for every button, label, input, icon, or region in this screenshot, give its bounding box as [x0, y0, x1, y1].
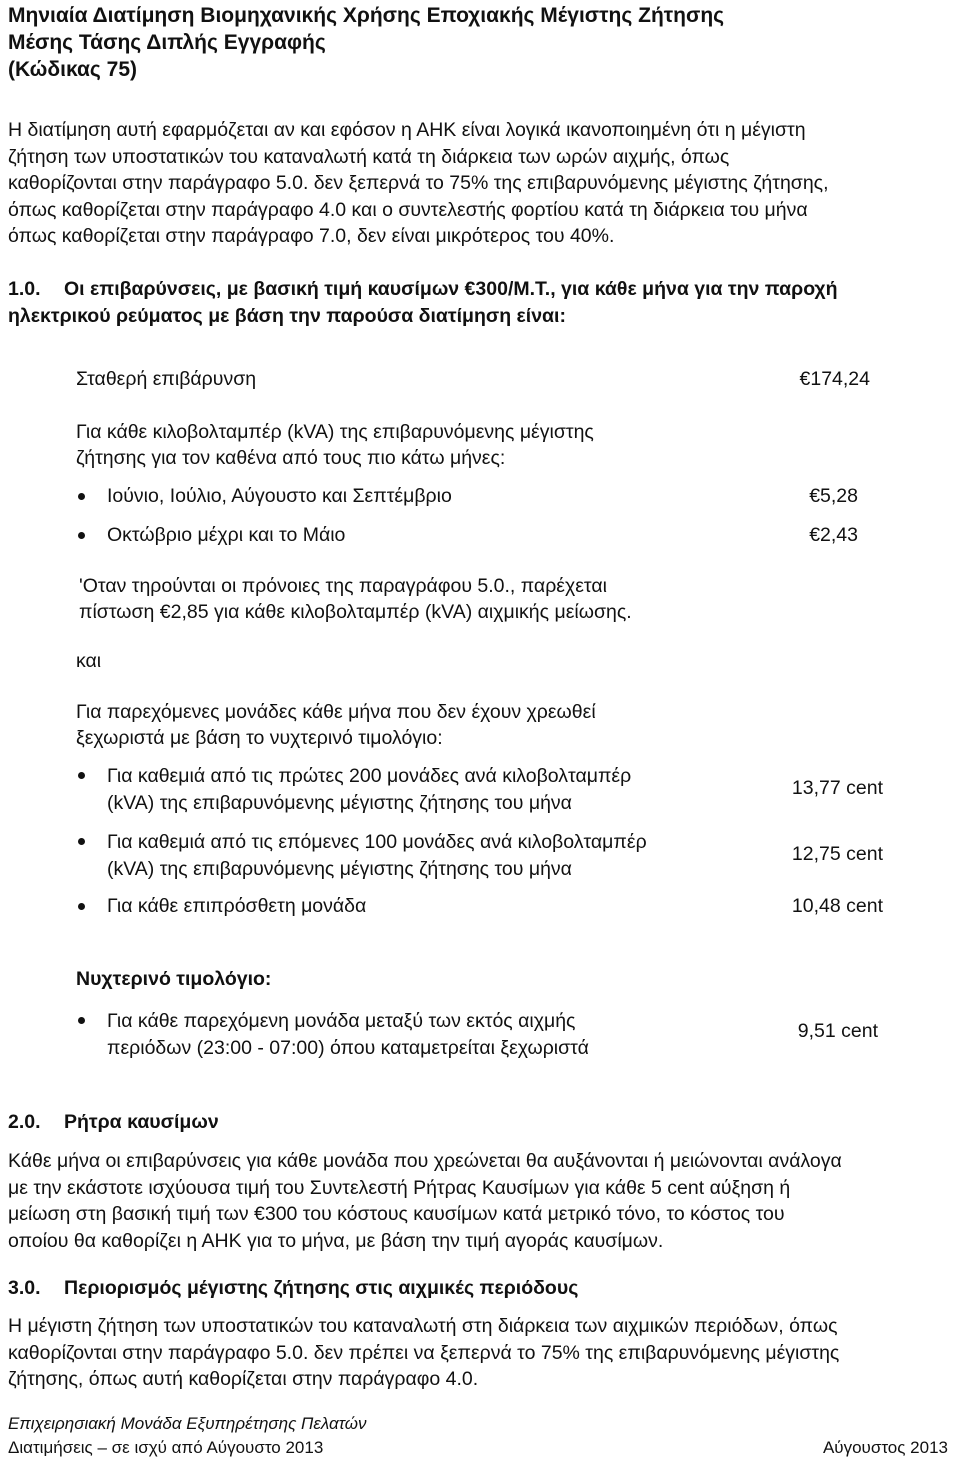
section-1-line-1: Οι επιβαρύνσεις, με βασική τιμή καυσίμων €300/Μ.Τ., για κάθε μήνα για την παροχή: [64, 278, 838, 300]
fixed-charge-label: Σταθερή επιβάρυνση: [76, 368, 257, 390]
intro-line: όπως καθορίζεται στην παράγραφο 4.0 και ο συντελεστής φορτίου κατά τη διάρκεια του μήνα: [8, 198, 808, 221]
day-units-item-2-line-1: Για καθεμιά από τις επόμενες 100 μονάδες ανά κιλοβολταμπέρ: [107, 831, 647, 853]
day-units-line-1: Για παρεχόμενες μονάδες κάθε μήνα που δεν έχουν χρεωθεί: [76, 701, 596, 723]
night-tariff-heading: Νυχτερινό τιμολόγιο:: [76, 968, 272, 990]
credit-note: [79, 573, 632, 625]
day-units-item-3-label: Για κάθε επιπρόσθετη μονάδα: [107, 895, 367, 917]
night-tariff-item: [107, 1008, 589, 1062]
kva-charge-text: [76, 420, 594, 471]
section-3-line: καθορίζονται στην παράγραφο 5.0. δεν πρέπει να ξεπερνά το 75% της επιβαρυνόμενης μέγιστης: [8, 1341, 840, 1364]
day-units-item-1-line-1: Για καθεμιά από τις πρώτες 200 μονάδες ανά κιλοβολταμπέρ: [107, 765, 632, 787]
section-3-body: [8, 1313, 954, 1393]
section-2-heading: [8, 1110, 954, 1135]
intro-line: όπως καθορίζεται στην παράγραφο 7.0, δεν είναι μικρότερος του 40%.: [8, 225, 615, 247]
kva-charge-line-1: Για κάθε κιλοβολταμπέρ (kVA) της επιβαρυνόμενης μέγιστης: [76, 421, 594, 443]
credit-note-line-1: 'Οταν τηρούνται οι πρόνοιες της παραγράφου 5.0., παρέχεται: [79, 575, 607, 597]
intro-line: ζήτηση των υποστατικών του καταναλωτή κατά τη διάρκεια των ωρών αιχμής, όπως: [8, 145, 730, 168]
day-units-item-1-line-2: (kVA) της επιβαρυνόμενης μέγιστης ζήτησης του μήνα: [107, 792, 572, 814]
page-title: [8, 2, 948, 83]
section-2-line: Κάθε μήνα οι επιβαρύνσεις για κάθε μονάδα που χρεώνεται θα αυξάνονται ή μειώνονται ανάλογα: [8, 1150, 842, 1172]
bullet-dot: [78, 772, 85, 779]
section-2-line: μείωση στη βασική τιμή των €300 του κόστους καυσίμων κατά μετρικό τόνο, το κόστος του: [8, 1203, 785, 1225]
and-word: και: [76, 650, 102, 672]
night-tariff-line-2: περιόδων (23:00 - 07:00) όπου καταμετρείται ξεχωριστά: [107, 1037, 589, 1059]
section-2-line: με την εκάστοτε ισχύουσα τιμή του Συντελεστή Ρήτρας Καυσίμων για κάθε 5 cent αύξηση ή: [8, 1176, 791, 1199]
kva-charge-line-2: ζήτησης για τον καθένα από τους πιο κάτω μήνες:: [76, 446, 506, 469]
kva-winter-label: Οκτώβριο μέχρι και το Μάιο: [107, 524, 346, 546]
day-units-item-1-value: 13,77 cent: [791, 777, 883, 799]
title-line-1: Μηνιαία Διατίμηση Βιομηχανικής Χρήσης Εποχιακής Μέγιστης Ζήτησης: [8, 4, 725, 27]
day-units-item-2: [107, 829, 647, 883]
intro-paragraph: [8, 117, 954, 250]
title-line-3: (Κώδικας 75): [8, 58, 138, 81]
footer-date: Αύγουστος 2013: [822, 1438, 948, 1457]
section-2-number: 2.0.: [8, 1111, 41, 1133]
bullet-dot: [78, 493, 85, 500]
bullet-dot: [78, 838, 85, 845]
footer-validity: Διατιμήσεις – σε ισχύ από Αύγουστο 2013: [8, 1438, 324, 1457]
section-3-line: Η μέγιστη ζήτηση των υποστατικών του καταναλωτή στη διάρκεια των αιχμικών περιόδων, όπως: [8, 1315, 838, 1337]
kva-summer-value: €5,28: [809, 485, 858, 507]
section-2-title: Ρήτρα καυσίμων: [64, 1111, 219, 1133]
day-units-item-1: [107, 763, 631, 817]
section-1-number: 1.0.: [8, 278, 41, 300]
bullet-dot: [78, 532, 85, 539]
section-2-line: οποίου θα καθορίζει η ΑΗΚ για το μήνα, με βάση την τιμή αγοράς καυσίμων.: [8, 1229, 664, 1252]
section-3-number: 3.0.: [8, 1277, 41, 1299]
night-tariff-line-1: Για κάθε παρεχόμενη μονάδα μεταξύ των εκτός αιχμής: [107, 1010, 576, 1032]
section-1-heading: [8, 276, 954, 330]
bullet-dot: [78, 903, 85, 910]
bullet-dot: [78, 1017, 85, 1024]
section-2-body: [8, 1148, 954, 1254]
title-line-2: Μέσης Τάσης Διπλής Εγγραφής: [8, 31, 326, 54]
day-units-item-2-line-2: (kVA) της επιβαρυνόμενης μέγιστης ζήτησης του μήνα: [107, 858, 572, 880]
section-3-line: ζήτησης, όπως αυτή καθορίζεται στην παράγραφο 4.0.: [8, 1368, 479, 1390]
day-units-text: [76, 699, 596, 751]
credit-note-line-2: πίστωση €2,85 για κάθε κιλοβολταμπέρ (kVA) αιχμικής μείωσης.: [79, 601, 632, 623]
section-3-heading: [8, 1276, 954, 1301]
intro-line: Η διατίμηση αυτή εφαρμόζεται αν και εφόσον η ΑΗΚ είναι λογικά ικανοποιημένη ότι η μέγιστη: [8, 119, 806, 141]
fixed-charge-value: €174,24: [799, 368, 870, 390]
section-3-title: Περιορισμός μέγιστης ζήτησης στις αιχμικές περιόδους: [64, 1277, 579, 1299]
kva-winter-value: €2,43: [809, 524, 858, 546]
section-1-line-2: ηλεκτρικού ρεύματος με βάση την παρούσα διατίμηση είναι:: [8, 305, 566, 327]
night-tariff-value: 9,51 cent: [797, 1020, 878, 1042]
day-units-line-2: ξεχωριστά με βάση το νυχτερινό τιμολόγιο:: [76, 727, 443, 749]
day-units-item-3-value: 10,48 cent: [791, 895, 883, 917]
footer-unit: Επιχειρησιακή Μονάδα Εξυπηρέτησης Πελατών: [8, 1414, 367, 1433]
day-units-item-2-value: 12,75 cent: [791, 843, 883, 865]
intro-line: καθορίζονται στην παράγραφο 5.0. δεν ξεπερνά το 75% της επιβαρυνόμενης μέγιστης ζήτησης,: [8, 172, 829, 194]
kva-summer-label: Ιούνιο, Ιούλιο, Αύγουστο και Σεπτέμβριο: [107, 485, 452, 507]
